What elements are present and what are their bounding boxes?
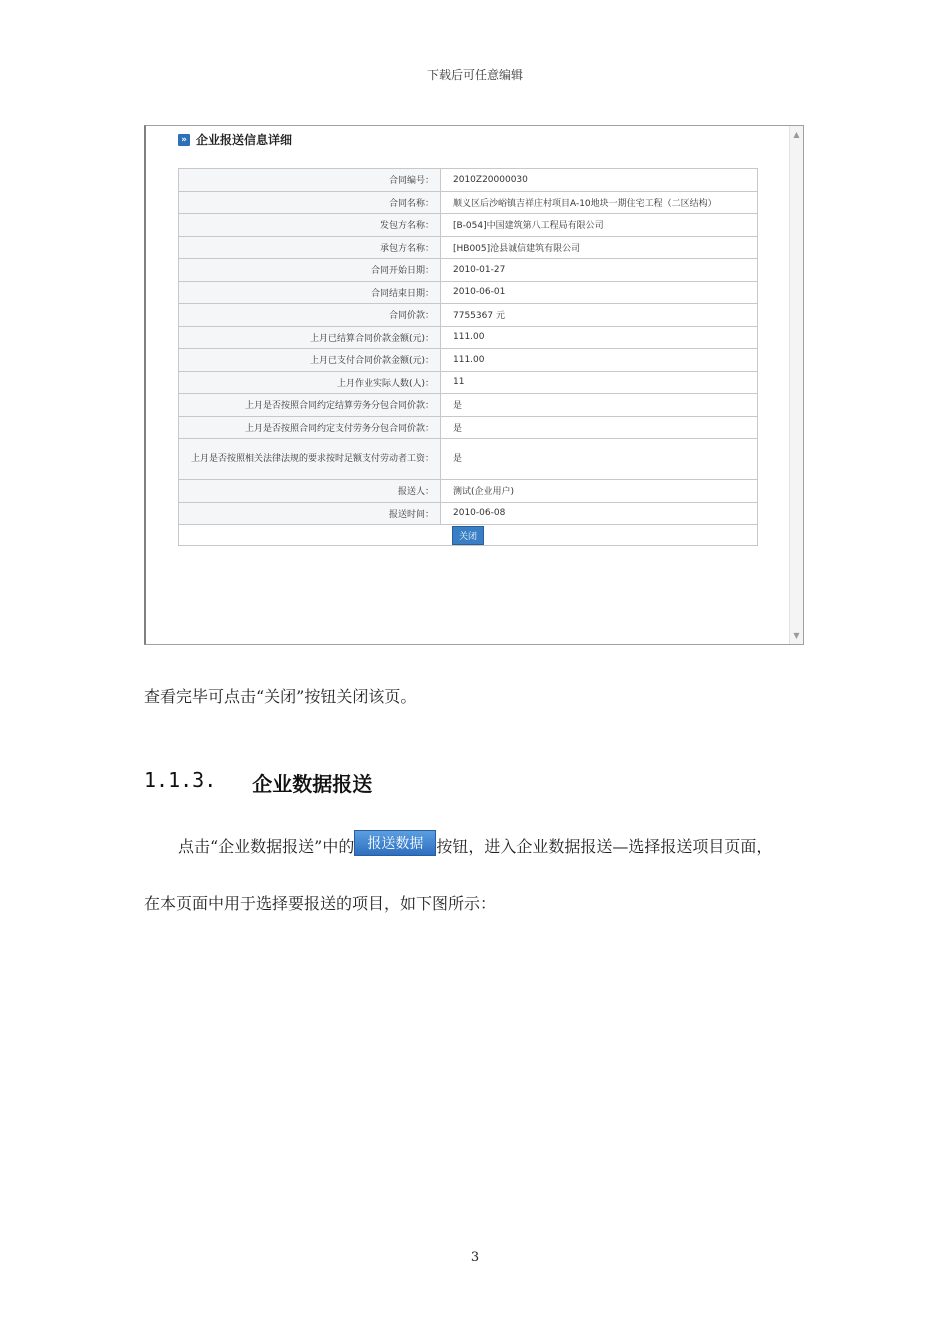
table-row: [179, 480, 758, 503]
scroll-up-icon[interactable]: ▲: [793, 130, 800, 139]
table-row: [179, 259, 758, 282]
row-label: 承包方名称：: [179, 236, 441, 259]
section-title: 企业数据报送: [252, 772, 373, 796]
table-row: [179, 394, 758, 417]
double-chevron-right-icon: »: [178, 134, 190, 146]
table-row: [179, 304, 758, 327]
row-value: 2010-06-08: [441, 502, 758, 525]
paragraph-submit-intro: [178, 834, 772, 857]
section-number: 1.1.3.: [144, 768, 217, 792]
table-row: [179, 371, 758, 394]
table-row: [179, 169, 758, 192]
submit-data-button[interactable]: 报送数据: [354, 830, 436, 856]
row-value: 是: [441, 394, 758, 417]
row-label: 报送人：: [179, 480, 441, 503]
row-value: [HB005]沧县诚信建筑有限公司: [441, 236, 758, 259]
row-value: 是: [441, 416, 758, 439]
button-row: [179, 525, 758, 546]
row-label: 上月是否按照相关法律法规的要求按时足额支付劳动者工资：: [179, 439, 441, 480]
detail-table: [178, 168, 758, 546]
para2-before: 点击“企业数据报送”中的: [178, 837, 355, 856]
row-value: 2010-06-01: [441, 281, 758, 304]
table-row: [179, 214, 758, 237]
button-cell: [179, 525, 758, 546]
row-label: 上月是否按照合同约定支付劳务分包合同价款：: [179, 416, 441, 439]
panel-title: [178, 131, 292, 148]
row-label: 合同开始日期：: [179, 259, 441, 282]
row-label: 合同编号：: [179, 169, 441, 192]
section-heading: [144, 768, 372, 797]
table-row: [179, 191, 758, 214]
table-row: [179, 281, 758, 304]
row-label: 上月已结算合同价款金额(元)：: [179, 326, 441, 349]
row-value: 111.00: [441, 326, 758, 349]
header-note: 下载后可任意编辑: [426, 68, 523, 82]
row-label: 合同名称：: [179, 191, 441, 214]
paragraph-close-hint: 查看完毕可点击“关闭”按钮关闭该页。: [144, 687, 417, 706]
scroll-down-icon[interactable]: ▼: [793, 631, 800, 640]
table-row: [179, 439, 758, 480]
row-value: [B-054]中国建筑第八工程局有限公司: [441, 214, 758, 237]
table-row: [179, 236, 758, 259]
paragraph-select-project: 在本页面中用于选择要报送的项目，如下图所示：: [144, 894, 497, 913]
row-value: 测试(企业用户): [441, 480, 758, 503]
table-row: [179, 416, 758, 439]
screenshot-frame: [144, 125, 804, 645]
row-label: 报送时间：: [179, 502, 441, 525]
row-label: 发包方名称：: [179, 214, 441, 237]
table-row: [179, 502, 758, 525]
row-label: 合同价款：: [179, 304, 441, 327]
row-value: 2010-01-27: [441, 259, 758, 282]
panel-title-text: 企业报送信息详细: [196, 133, 293, 147]
row-label: 上月已支付合同价款金额(元)：: [179, 349, 441, 372]
table-row: [179, 326, 758, 349]
page-number: 3: [470, 1250, 480, 1265]
scrollbar[interactable]: [789, 126, 803, 644]
row-value: 11: [441, 371, 758, 394]
row-value: 7755367 元: [441, 304, 758, 327]
row-value: 111.00: [441, 349, 758, 372]
para2-after: 按钮，进入企业数据报送—选择报送项目页面，: [436, 837, 773, 856]
table-row: [179, 349, 758, 372]
row-value: 顺义区后沙峪镇吉祥庄村项目A-10地块一期住宅工程（二区结构）: [441, 191, 758, 214]
row-label: 上月是否按照合同约定结算劳务分包合同价款：: [179, 394, 441, 417]
row-value: 是: [441, 439, 758, 480]
row-value: 2010Z20000030: [441, 169, 758, 192]
row-label: 上月作业实际人数(人)：: [179, 371, 441, 394]
close-button[interactable]: 关闭: [452, 526, 484, 545]
row-label: 合同结束日期：: [179, 281, 441, 304]
